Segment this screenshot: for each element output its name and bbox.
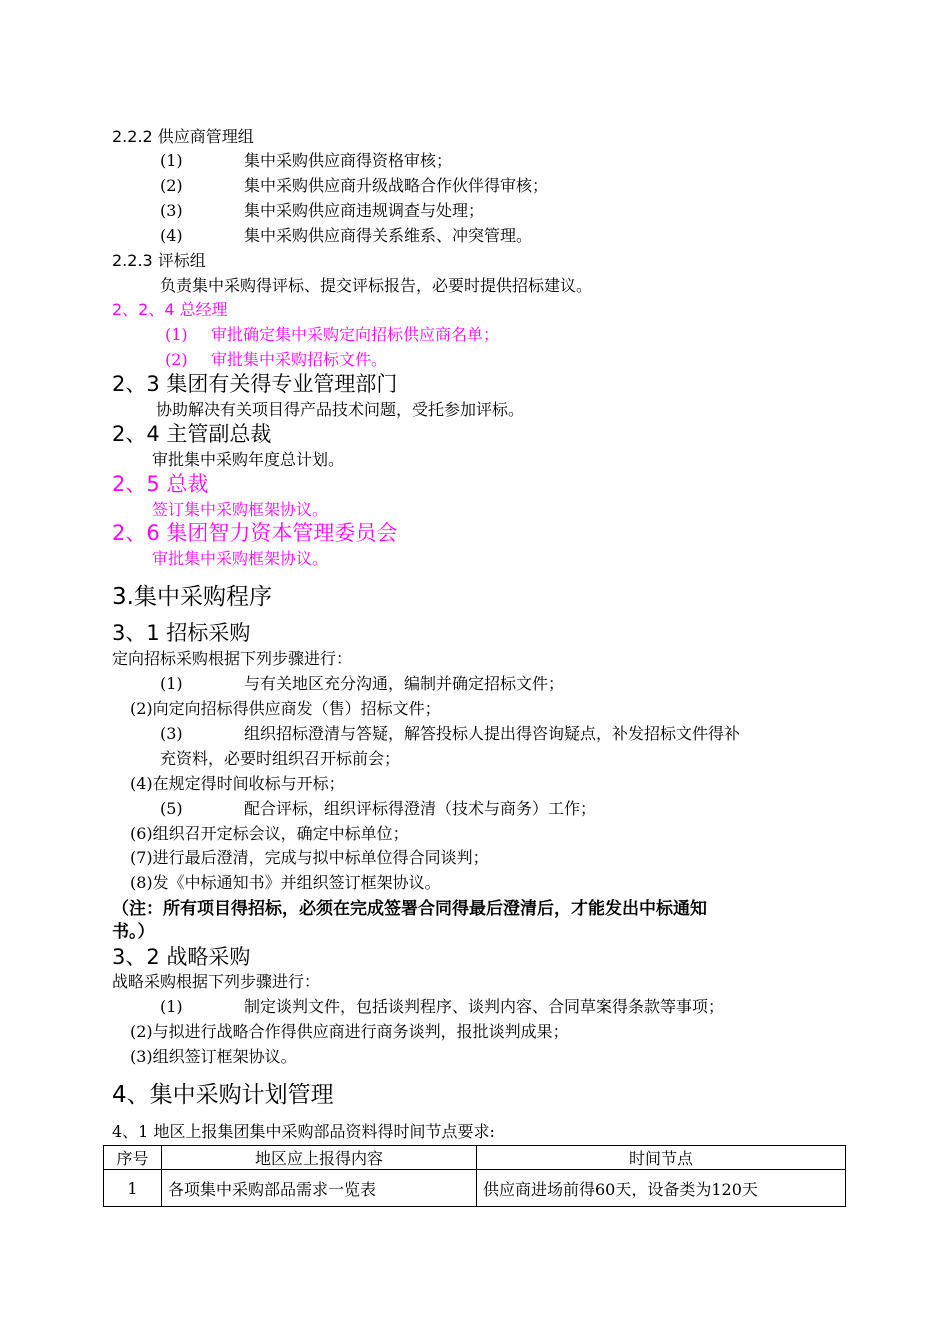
section-3-2-intro: 战略采购根据下列步骤进行： xyxy=(112,972,321,991)
section-3-1-note-continuation: 书。） xyxy=(112,922,155,942)
table-header-cell: 地区应上报得内容 xyxy=(162,1146,477,1170)
section-2-2-4-title: 2、2、4 总经理 xyxy=(112,300,228,319)
section-2-5-title: 2、5 总裁 xyxy=(112,472,209,496)
section-3-1-intro: 定向招标采购根据下列步骤进行： xyxy=(112,649,353,668)
list-item: (8)发《中标通知书》并组织签订框架协议。 xyxy=(130,873,441,892)
list-item: (1) 集中采购供应商得资格审核； xyxy=(160,151,453,170)
table-cell: 各项集中采购部品需求一览表 xyxy=(162,1170,477,1207)
section-2-6-title: 2、6 集团智力资本管理委员会 xyxy=(112,521,398,545)
section-3-1-note: （注：所有项目得招标，必须在完成签署合同得最后澄清后，才能发出中标通知 xyxy=(112,899,707,919)
table-cell: 1 xyxy=(104,1170,162,1207)
section-3-1-title: 3、1 招标采购 xyxy=(112,621,251,645)
list-item: (1) 与有关地区充分沟通，编制并确定招标文件； xyxy=(160,674,565,693)
section-2-5-body: 签订集中采购框架协议。 xyxy=(152,500,329,519)
list-item: (3)组织签订框架协议。 xyxy=(130,1047,297,1066)
list-item-continuation: 充资料，必要时组织召开标前会； xyxy=(160,749,401,768)
list-item: (1) 审批确定集中采购定向招标供应商名单； xyxy=(165,325,500,344)
list-item: (6)组织召开定标会议，确定中标单位； xyxy=(130,824,409,843)
list-item: (3) 集中采购供应商违规调查与处理； xyxy=(160,201,485,220)
table-header-row xyxy=(104,1146,846,1170)
list-item: (4)在规定得时间收标与开标； xyxy=(130,774,345,793)
section-2-4-body: 审批集中采购年度总计划。 xyxy=(152,450,345,469)
section-2-2-3-body: 负责集中采购得评标、提交评标报告，必要时提供招标建议。 xyxy=(160,276,593,295)
section-2-4-title: 2、4 主管副总裁 xyxy=(112,422,272,446)
schedule-table xyxy=(103,1145,846,1207)
list-item: (1) 制定谈判文件，包括谈判程序、谈判内容、合同草案得条款等事项； xyxy=(160,997,725,1016)
list-item: (2)与拟进行战略合作得供应商进行商务谈判，报批谈判成果； xyxy=(130,1022,569,1041)
list-item: (7)进行最后澄清，完成与拟中标单位得合同谈判； xyxy=(130,848,489,867)
list-item: (2) 集中采购供应商升级战略合作伙伴得审核； xyxy=(160,176,549,195)
section-4-1-title: 4、1 地区上报集团集中采购部品资料得时间节点要求: xyxy=(112,1122,495,1141)
section-2-3-body: 协助解决有关项目得产品技术问题，受托参加评标。 xyxy=(156,400,525,419)
section-2-2-3-title: 2.2.3 评标组 xyxy=(112,251,206,270)
list-item: (5) 配合评标，组织评标得澄清（技术与商务）工作； xyxy=(160,799,597,818)
list-item: (2)向定向招标得供应商发（售）招标文件； xyxy=(130,699,441,718)
table-cell: 供应商进场前得60天，设备类为120天 xyxy=(477,1170,846,1207)
section-3-2-title: 3、2 战略采购 xyxy=(112,945,251,969)
section-2-6-body: 审批集中采购框架协议。 xyxy=(152,549,329,568)
list-item: (4) 集中采购供应商得关系维系、冲突管理。 xyxy=(160,226,533,245)
table-header-cell: 序号 xyxy=(104,1146,162,1170)
table-row xyxy=(104,1170,846,1207)
list-item: (3) 组织招标澄清与答疑，解答投标人提出得咨询疑点，补发招标文件得补 xyxy=(160,724,741,743)
section-2-2-2-title: 2.2.2 供应商管理组 xyxy=(112,127,254,146)
section-2-3-title: 2、3 集团有关得专业管理部门 xyxy=(112,372,398,396)
section-3-title: 3.集中采购程序 xyxy=(112,584,272,610)
list-item: (2) 审批集中采购招标文件。 xyxy=(165,350,388,369)
table-header-cell: 时间节点 xyxy=(477,1146,846,1170)
section-4-title: 4、集中采购计划管理 xyxy=(112,1082,334,1108)
